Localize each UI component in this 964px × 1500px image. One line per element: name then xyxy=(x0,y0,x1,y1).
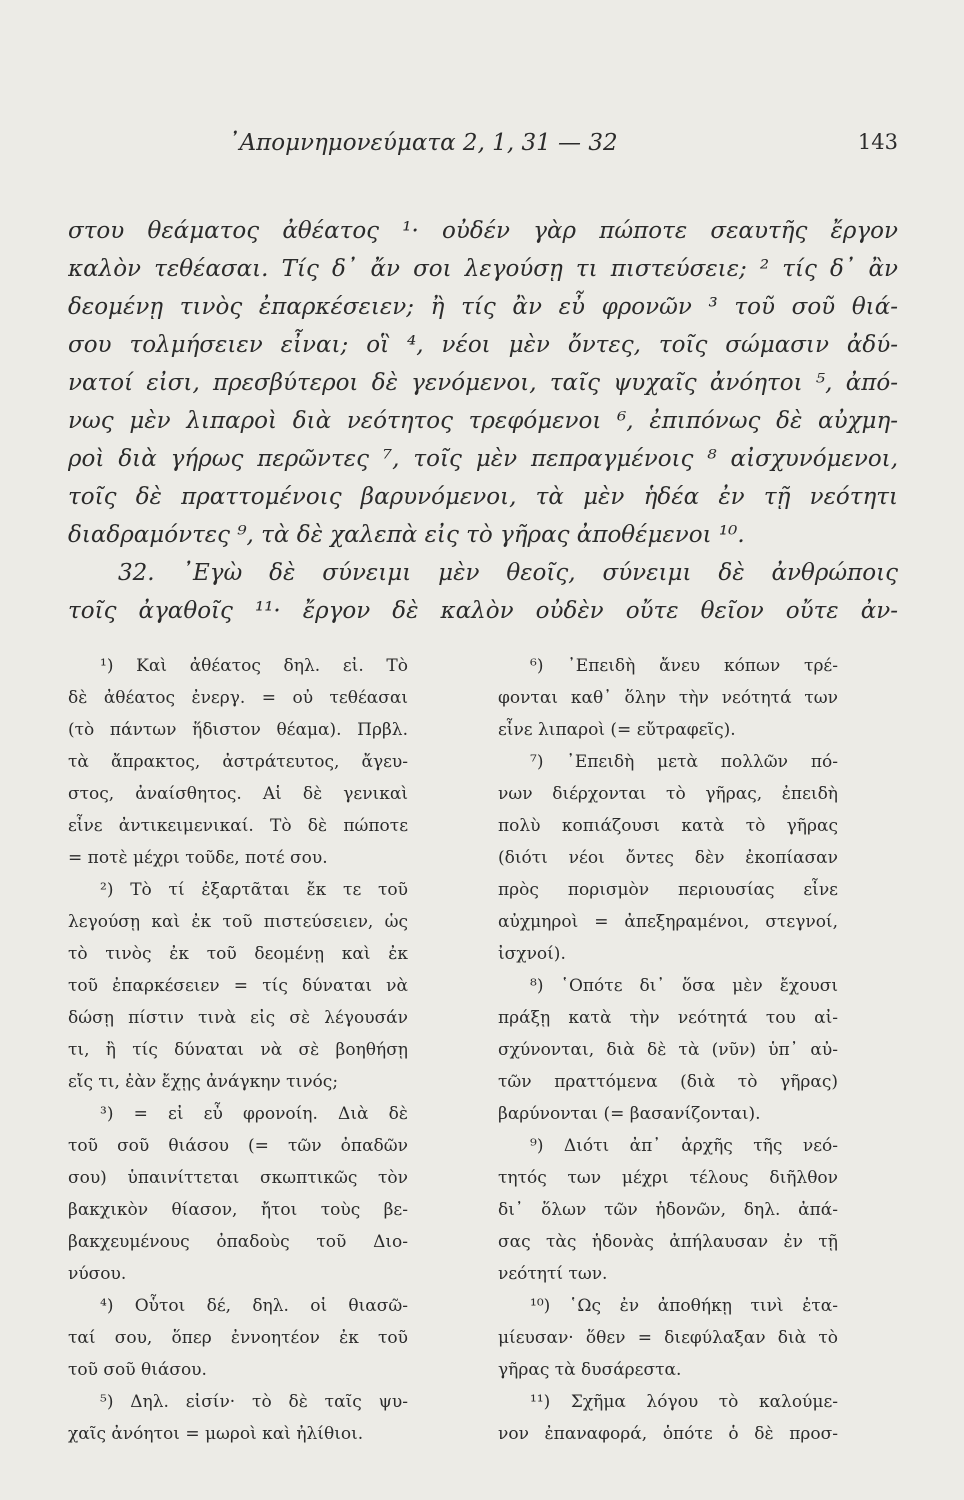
note-line: ⁵) Δηλ. εἰσίν· τὸ δὲ ταῖς ψυ- xyxy=(100,1392,408,1412)
footnotes-right-column xyxy=(498,650,838,1450)
note-line: σχύνονται, διὰ δὲ τὰ (νῦν) ὑπ᾿ αὐ- xyxy=(498,1040,838,1060)
note-line: τοῦ σοῦ θιάσου. xyxy=(68,1360,207,1380)
main-line: τοῖς δὲ πραττομένοις βαρυνόμενοι, τὰ μὲν ἡδέα ἐν τῇ νεότητι xyxy=(68,484,898,510)
note-line: βαρύνονται (= βασανίζονται). xyxy=(498,1104,761,1124)
note-line: ⁴) Οὗτοι δέ, δηλ. οἱ θιασῶ- xyxy=(100,1296,408,1316)
note-line: τὸ τινὸς ἐκ τοῦ δεομένῃ καὶ ἐκ xyxy=(68,944,408,964)
note-line: σας τὰς ἡδονὰς ἀπήλαυσαν ἐν τῇ xyxy=(498,1232,838,1252)
note-line: ⁷) ᾿Επειδὴ μετὰ πολλῶν πό- xyxy=(530,752,838,772)
note-line: σου) ὑπαινίττεται σκωπτικῶς τὸν xyxy=(68,1168,408,1188)
main-line: νατοί εἰσι, πρεσβύτεροι δὲ γενόμενοι, ταῖς ψυχαῖς ἀνόητοι ⁵, ἀπό- xyxy=(68,370,898,396)
note-line: ¹) Καὶ ἀθέατος δηλ. εἰ. Τὸ xyxy=(100,656,408,676)
note-line: νύσου. xyxy=(68,1264,127,1284)
note-line: λεγούσῃ καὶ ἐκ τοῦ πιστεύσειεν, ὡς xyxy=(68,912,408,932)
note-line: φονται καθ᾿ ὅλην τὴν νεότητά των xyxy=(498,688,838,708)
note-line: εἶνε ἀντικειμενικαί. Τὸ δὲ πώποτε xyxy=(68,816,408,836)
note-line: στος, ἀναίσθητος. Αἱ δὲ γενικαὶ xyxy=(68,784,408,804)
note-line: ἰσχνοί). xyxy=(498,944,566,964)
note-line: δὲ ἀθέατος ἐνεργ. = οὐ τεθέασαι xyxy=(68,688,408,708)
main-line: διαδραμόντες ⁹, τὰ δὲ χαλεπὰ εἰς τὸ γῆρας ἀποθέμενοι ¹⁰. xyxy=(68,522,745,548)
main-text xyxy=(68,212,898,630)
main-line: ροὶ διὰ γήρως περῶντες ⁷, τοῖς μὲν πεπραγμένοις ⁸ αἰσχυνόμενοι, xyxy=(68,446,898,472)
note-line: δώσῃ πίστιν τινὰ εἰς σὲ λέγουσάν xyxy=(68,1008,408,1028)
note-line: τι, ἢ τίς δύναται νὰ σὲ βοηθήσῃ xyxy=(68,1040,408,1060)
note-line: εἶνε λιπαροὶ (= εὔτραφεῖς). xyxy=(498,720,736,740)
note-line: εἴς τι, ἐὰν ἔχῃς ἀνάγκην τινός; xyxy=(68,1072,339,1092)
note-line: τὰ ἄπρακτος, ἀστράτευτος, ἄγευ- xyxy=(68,752,408,772)
main-line: νως μὲν λιπαροὶ διὰ νεότητος τρεφόμενοι ⁶, ἐπιπόνως δὲ αὐχμη- xyxy=(68,408,898,434)
main-line: τοῖς ἀγαθοῖς ¹¹· ἔργον δὲ καλὸν οὐδὲν οὔτε θεῖον οὔτε ἀν- xyxy=(68,598,898,624)
note-line: χαῖς ἀνόητοι = μωροὶ καὶ ἠλίθιοι. xyxy=(68,1424,364,1444)
footnotes-left-column xyxy=(68,650,408,1450)
note-line: τοῦ σοῦ θιάσου (= τῶν ὀπαδῶν xyxy=(68,1136,408,1156)
note-line: ¹⁰) ῾Ως ἐν ἀποθήκῃ τινὶ ἐτα- xyxy=(530,1296,838,1316)
note-line: (διότι νέοι ὄντες δὲν ἐκοπίασαν xyxy=(498,848,838,868)
note-line: νεότητί των. xyxy=(498,1264,608,1284)
note-line: ⁸) ῾Οπότε δι᾿ ὅσα μὲν ἔχουσι xyxy=(530,976,838,996)
note-line: ⁶) ᾿Επειδὴ ἄνευ κόπων τρέ- xyxy=(530,656,838,676)
note-line: πολὺ κοπιάζουσι κατὰ τὸ γῆρας xyxy=(498,816,838,836)
note-line: μίευσαν· ὅθεν = διεφύλαξαν διὰ τὸ xyxy=(498,1328,838,1348)
note-line: τοῦ ἐπαρκέσειεν = τίς δύναται νὰ xyxy=(68,976,408,996)
main-line: καλὸν τεθέασαι. Τίς δ᾿ ἄν σοι λεγούσῃ τι πιστεύσειε; ² τίς δ᾿ ἂν xyxy=(68,256,898,282)
note-line: πρὸς πορισμὸν περιουσίας εἶνε xyxy=(498,880,838,900)
note-line: τῶν πραττόμενα (διὰ τὸ γῆρας) xyxy=(498,1072,838,1092)
note-line: ταί σου, ὅπερ ἐννοητέον ἐκ τοῦ xyxy=(68,1328,408,1348)
note-line: γῆρας τὰ δυσάρεστα. xyxy=(498,1360,682,1380)
note-line: βακχευμένους ὀπαδοὺς τοῦ Διο- xyxy=(68,1232,408,1252)
note-line: νων διέρχονται τὸ γῆρας, ἐπειδὴ xyxy=(498,784,838,804)
note-line: ¹¹) Σχῆμα λόγου τὸ καλούμε- xyxy=(530,1392,838,1412)
main-line: δεομένῃ τινὸς ἐπαρκέσειεν; ἢ τίς ἂν εὖ φρονῶν ³ τοῦ σοῦ θιά- xyxy=(68,294,898,320)
note-line: δι᾿ ὅλων τῶν ἡδονῶν, δηλ. ἀπά- xyxy=(498,1200,838,1220)
note-line: τητός των μέχρι τέλους διῆλθον xyxy=(498,1168,838,1188)
note-line: βακχικὸν θίασον, ἤτοι τοὺς βε- xyxy=(68,1200,408,1220)
note-line: αὐχμηροὶ = ἀπεξηραμένοι, στεγνοί, xyxy=(498,912,838,932)
note-line: νον ἐπαναφορά, ὁπότε ὁ δὲ προσ- xyxy=(498,1424,838,1444)
note-line: ³) = εἰ εὖ φρονοίη. Διὰ δὲ xyxy=(100,1104,408,1124)
note-line: = ποτὲ μέχρι τοῦδε, ποτέ σου. xyxy=(68,848,328,868)
running-header xyxy=(68,130,898,160)
note-line: ²) Τὸ τί ἐξαρτᾶται ἔκ τε τοῦ xyxy=(100,880,408,900)
main-line: σου τολμήσειεν εἶναι; οἳ ⁴, νέοι μὲν ὄντες, τοῖς σώμασιν ἀδύ- xyxy=(68,332,898,358)
note-line: (τὸ πάντων ἥδιστον θέαμα). Πρβλ. xyxy=(68,720,408,740)
note-line: πράξῃ κατὰ τὴν νεότητά του αἰ- xyxy=(498,1008,838,1028)
note-line: ⁹) Διότι ἀπ᾿ ἀρχῆς τῆς νεό- xyxy=(530,1136,838,1156)
main-line: στου θεάματος ἀθέατος ¹· οὐδέν γὰρ πώποτε σεαυτῆς ἔργον xyxy=(68,218,898,244)
main-line: 32. ᾿Εγὼ δὲ σύνειμι μὲν θεοῖς, σύνειμι δὲ ἀνθρώποις xyxy=(118,560,898,586)
page-number: 143 xyxy=(857,130,898,154)
running-title: ᾿Απομνημονεύματα 2, 1, 31 — 32 xyxy=(228,130,618,156)
